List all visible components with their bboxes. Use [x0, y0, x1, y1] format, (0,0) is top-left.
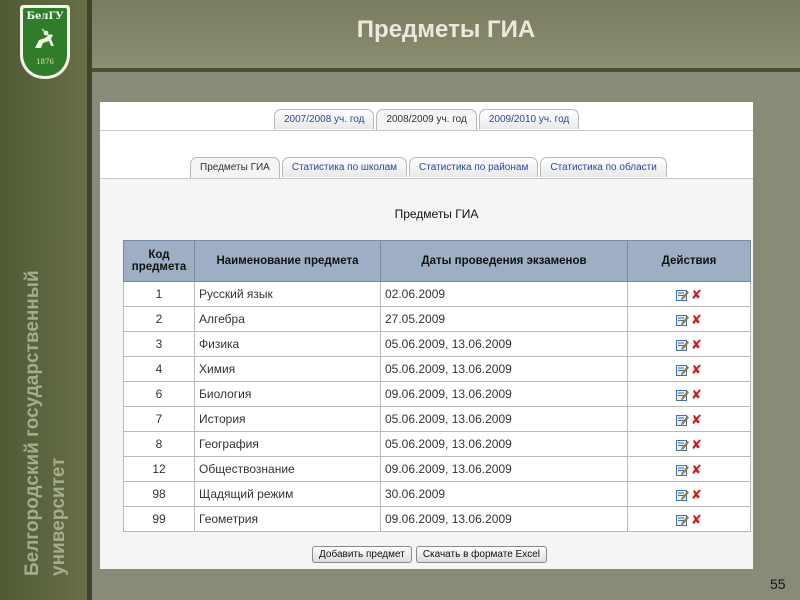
cell-exam-dates: 05.06.2009, 13.06.2009 [381, 357, 628, 382]
column-header-actions: Действия [628, 241, 751, 282]
delete-icon[interactable]: ✘ [691, 461, 702, 477]
cell-subject-name: Геометрия [195, 507, 381, 532]
cell-exam-dates: 05.06.2009, 13.06.2009 [381, 332, 628, 357]
cell-actions [628, 407, 751, 432]
table-row [124, 507, 751, 532]
delete-icon[interactable]: ✘ [691, 336, 702, 352]
university-logo [20, 5, 70, 79]
cell-actions [628, 282, 751, 307]
column-header-name[interactable]: Наименование предмета [195, 241, 381, 282]
tab-year-2007-2008[interactable]: 2007/2008 уч. год [274, 109, 374, 129]
cell-exam-dates: 05.06.2009, 13.06.2009 [381, 432, 628, 457]
cell-code: 6 [124, 382, 195, 407]
edit-icon[interactable] [676, 314, 689, 326]
cell-subject-name: Русский язык [195, 282, 381, 307]
logo-year: 1876 [36, 58, 54, 66]
cell-subject-name: История [195, 407, 381, 432]
table-row [124, 307, 751, 332]
tab-stats-schools[interactable]: Статистика по школам [282, 157, 407, 177]
table-row [124, 482, 751, 507]
cell-subject-name: Физика [195, 332, 381, 357]
cell-actions [628, 307, 751, 332]
slide-number: 55 [770, 576, 786, 592]
slide-title: Предметы ГИА [356, 16, 536, 43]
delete-icon[interactable]: ✘ [691, 311, 702, 327]
report-tabs [190, 157, 667, 178]
edit-icon[interactable] [676, 364, 689, 376]
cell-exam-dates: 30.06.2009 [381, 482, 628, 507]
cell-actions [628, 507, 751, 532]
cell-code: 8 [124, 432, 195, 457]
delete-icon[interactable]: ✘ [691, 286, 702, 302]
cell-code: 4 [124, 357, 195, 382]
year-tabs [274, 109, 579, 130]
year-tabs-divider [100, 130, 753, 131]
table-header-row [124, 241, 751, 282]
table-row [124, 407, 751, 432]
tab-subjects[interactable]: Предметы ГИА [190, 157, 280, 178]
cell-subject-name: Биология [195, 382, 381, 407]
cell-code: 12 [124, 457, 195, 482]
cell-actions [628, 482, 751, 507]
cell-exam-dates: 09.06.2009, 13.06.2009 [381, 507, 628, 532]
cell-actions [628, 457, 751, 482]
delete-icon[interactable]: ✘ [691, 411, 702, 427]
add-subject-button[interactable]: Добавить предмет [312, 546, 412, 563]
delete-icon[interactable]: ✘ [691, 486, 702, 502]
delete-icon[interactable]: ✘ [691, 511, 702, 527]
cell-actions [628, 432, 751, 457]
cell-subject-name: Алгебра [195, 307, 381, 332]
side-caption: Белгородский государственный университет [22, 270, 69, 576]
table-row [124, 332, 751, 357]
tab-year-2009-2010[interactable]: 2009/2010 уч. год [479, 109, 579, 129]
cell-exam-dates: 09.06.2009, 13.06.2009 [381, 457, 628, 482]
edit-icon[interactable] [676, 414, 689, 426]
cell-code: 3 [124, 332, 195, 357]
tab-year-2008-2009[interactable]: 2008/2009 уч. год [376, 109, 476, 130]
column-header-code-line1: Код [148, 249, 170, 261]
column-header-code[interactable] [124, 241, 195, 282]
table-row [124, 382, 751, 407]
table-row [124, 282, 751, 307]
cell-code: 7 [124, 407, 195, 432]
app-screenshot-panel [100, 102, 753, 568]
table-row [124, 457, 751, 482]
delete-icon[interactable]: ✘ [691, 436, 702, 452]
cell-exam-dates: 09.06.2009, 13.06.2009 [381, 382, 628, 407]
cell-code: 99 [124, 507, 195, 532]
cell-actions [628, 332, 751, 357]
cell-code: 2 [124, 307, 195, 332]
delete-icon[interactable]: ✘ [691, 361, 702, 377]
cell-actions [628, 382, 751, 407]
logo-shield [23, 8, 67, 76]
delete-icon[interactable]: ✘ [691, 386, 702, 402]
cell-subject-name: Щадящий режим [195, 482, 381, 507]
table-row [124, 432, 751, 457]
export-excel-button[interactable]: Скачать в формате Excel [416, 546, 547, 563]
tab-stats-region[interactable]: Статистика по области [540, 157, 666, 177]
edit-icon[interactable] [676, 464, 689, 476]
action-buttons [312, 546, 547, 563]
cell-exam-dates: 27.05.2009 [381, 307, 628, 332]
edit-icon[interactable] [676, 389, 689, 401]
subjects-table [123, 240, 751, 532]
edit-icon[interactable] [676, 439, 689, 451]
logo-title: БелГУ [26, 11, 64, 22]
edit-icon[interactable] [676, 514, 689, 526]
table-row [124, 357, 751, 382]
column-header-dates[interactable]: Даты проведения экзаменов [381, 241, 628, 282]
edit-icon[interactable] [676, 489, 689, 501]
cell-subject-name: Обществознание [195, 457, 381, 482]
cell-code: 98 [124, 482, 195, 507]
cell-subject-name: География [195, 432, 381, 457]
cell-exam-dates: 02.06.2009 [381, 282, 628, 307]
horseman-emblem-icon [31, 26, 59, 54]
edit-icon[interactable] [676, 339, 689, 351]
report-title: Предметы ГИА [394, 207, 479, 221]
edit-icon[interactable] [676, 289, 689, 301]
cell-code: 1 [124, 282, 195, 307]
column-header-code-line2: предмета [131, 261, 187, 273]
cell-actions [628, 357, 751, 382]
cell-exam-dates: 05.06.2009, 13.06.2009 [381, 407, 628, 432]
tab-stats-districts[interactable]: Статистика по районам [409, 157, 538, 177]
cell-subject-name: Химия [195, 357, 381, 382]
